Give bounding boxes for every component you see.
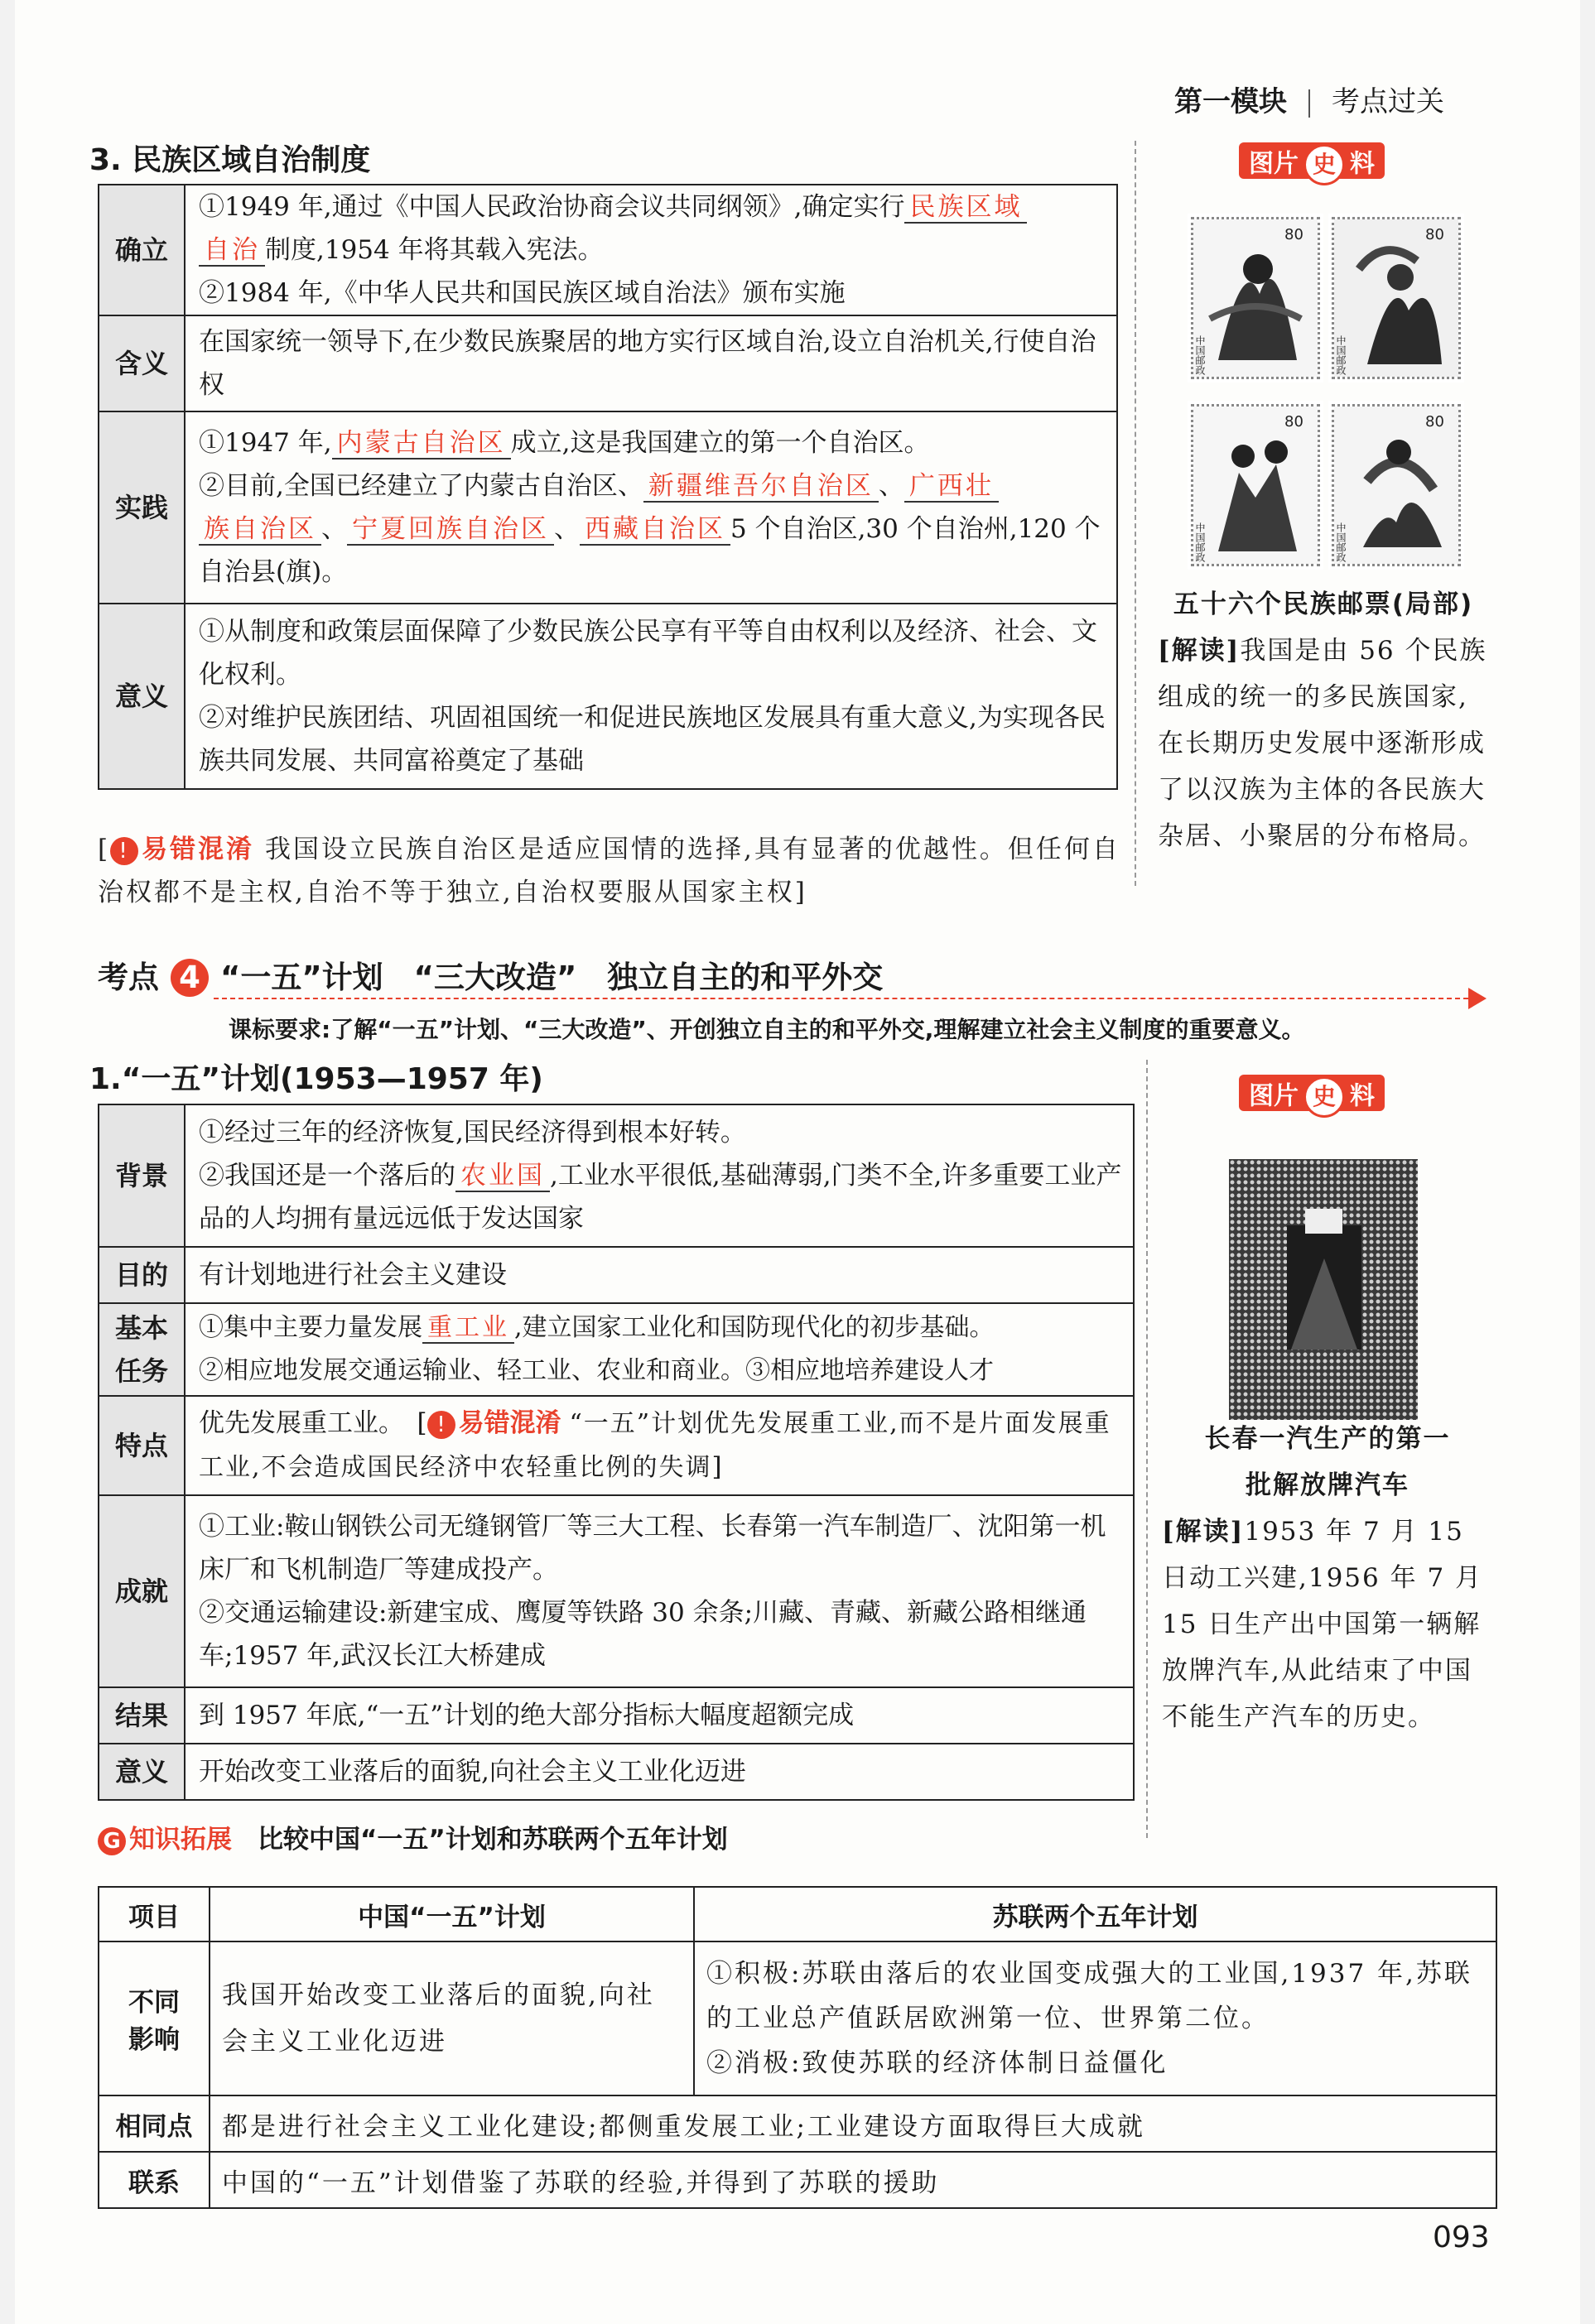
column-divider — [1146, 1060, 1148, 1838]
row-label: 相同点 — [99, 2095, 210, 2152]
row-content: 有计划地进行社会主义建设 — [185, 1247, 1134, 1303]
row-content: 到 1957 年底,“一五”计划的绝大部分指标大幅度超额完成 — [185, 1687, 1134, 1744]
row-content: ①经过三年的经济恢复,国民经济得到根本好转。 ②我国还是一个落后的 农业国 ,工业水平很低,基础薄弱,门类不全,许多重要工业产品的人均拥有量远远低于发达国家 — [185, 1104, 1134, 1247]
page-header — [1174, 79, 1444, 119]
five-year-plan-table — [98, 1104, 1135, 1801]
picture-source-badge: 图片 史 料 — [1239, 1075, 1385, 1111]
header-cell: 苏联两个五年计划 — [694, 1887, 1496, 1941]
link-cell: 中国的“一五”计划借鉴了苏联的经验,并得到了苏联的援助 — [210, 2152, 1496, 2208]
row-content: 开始改变工业落后的面貌,向社会主义工业化迈进 — [185, 1744, 1134, 1800]
sidebar1-text — [1158, 581, 1489, 859]
fill-blank: 新疆维吾尔自治区 — [643, 471, 879, 503]
photo-caption-1: 长春一汽生产的第一 — [1204, 1424, 1451, 1454]
row-content: ①从制度和政策层面保障了少数民族公民享有平等自由权利以及经济、社会、文化权利。 ②对维护民族团结、巩固祖国统一和促进民族地区发展具有重大意义,为实现各民族共同发展、共同富裕奠定了基础 — [185, 604, 1117, 789]
fill-blank: 内蒙古自治区 — [332, 428, 511, 460]
row-content: ①集中主要力量发展 重工业 ,建立国家工业化和国防现代化的初步基础。 ②相应地发展交通运输业、轻工业、农业和商业。③相应地培养建设人才 — [185, 1303, 1134, 1396]
fill-blank: 族自治区 — [199, 514, 321, 546]
svg-text:80: 80 — [1284, 413, 1303, 431]
extension-icon: G — [98, 1827, 126, 1855]
row-label: 成就 — [99, 1495, 185, 1687]
svg-text:中国邮政: 中国邮政 — [1335, 522, 1347, 562]
row-label: 背景 — [99, 1104, 185, 1247]
stamp-image — [1332, 404, 1461, 566]
interpretation: [解读]1953 年 7 月 15 日动工兴建,1956 年 7 月 15 日生产出中国第一辆解放牌汽车,从此结束了中国不能生产汽车的历史。 — [1162, 1517, 1483, 1732]
extension-heading: G 知识拓展 比较中国“一五”计划和苏联两个五年计划 — [98, 1818, 728, 1855]
svg-text:中国邮政: 中国邮政 — [1335, 335, 1347, 375]
row-label: 实践 — [99, 411, 185, 604]
row-label: 意义 — [99, 604, 185, 789]
svg-text:80: 80 — [1425, 413, 1444, 431]
row-content: 优先发展重工业。 [ ! 易错混淆 “一五”计划优先发展重工业,而不是片面发展重工业,不会造成国民经济中农轻重比例的失调] — [185, 1396, 1134, 1495]
ussr-cell: ①积极:苏联由落后的农业国变成强大的工业国,1937 年,苏联的工业总产值跃居欧洲第一位、世界第二位。 ②消极:致使苏联的经济体制日益僵化 — [694, 1941, 1496, 2095]
svg-text:中国邮政: 中国邮政 — [1194, 522, 1206, 562]
stamp-caption: 五十六个民族邮票(局部) — [1173, 589, 1474, 619]
warning-icon: ! — [427, 1411, 455, 1439]
row-label: 联系 — [99, 2152, 210, 2208]
row-content: ①1947 年, 内蒙古自治区 成立,这是我国建立的第一个自治区。 ②目前,全国已经建立了内蒙古自治区、 新疆维吾尔自治区 、 广西壮 族自治区 、 宁夏回族自治区 、 西藏自治区 5 个自治区,30 个自治州,120 个自治县(旗)。 — [185, 411, 1117, 604]
fill-blank: 农业国 — [455, 1161, 550, 1192]
row-label: 目的 — [99, 1247, 185, 1303]
fill-blank: 重工业 — [422, 1313, 514, 1344]
warning-icon: ! — [110, 837, 138, 865]
row-content: 在国家统一领导下,在少数民族聚居的地方实行区域自治,设立自治机关,行使自治权 — [185, 315, 1117, 411]
section-title: 考点过关 — [1332, 85, 1444, 118]
svg-text:中国邮政: 中国邮政 — [1194, 335, 1206, 375]
same-cell: 都是进行社会主义工业化建设;都侧重发展工业;工业建设方面取得巨大成就 — [210, 2095, 1496, 2152]
fill-blank: 广西壮 — [904, 471, 999, 503]
page-number: 093 — [1433, 2221, 1490, 2254]
page — [15, 0, 1580, 2324]
row-label: 意义 — [99, 1744, 185, 1800]
interpretation: [解读]我国是由 56 个民族组成的统一的多民族国家,在长期历史发展中逐渐形成了以汉族为主体的各民族大杂居、小聚居的分布格局。 — [1158, 636, 1487, 851]
fill-blank: 民族区域 — [904, 192, 1027, 224]
comparison-table — [98, 1886, 1497, 2209]
row-label: 确立 — [99, 185, 185, 315]
china-cell: 我国开始改变工业落后的面貌,向社会主义工业化迈进 — [210, 1941, 694, 2095]
row-label: 不同 影响 — [99, 1941, 210, 2095]
stamp-image — [1191, 217, 1320, 379]
svg-text:80: 80 — [1425, 226, 1444, 243]
curriculum-requirement: 课标要求:了解“一五”计划、“三大改造”、开创独立自主的和平外交,理解建立社会主义制度的重要意义。 — [229, 1016, 1305, 1043]
plan-title: 1.“一五”计划(1953—1957 年) — [89, 1062, 543, 1096]
header-cell: 项目 — [99, 1887, 210, 1941]
sidebar2-text — [1162, 1416, 1493, 1740]
row-label: 结果 — [99, 1687, 185, 1744]
section3-title: 3. 民族区域自治制度 — [89, 143, 371, 177]
autonomy-table — [98, 184, 1118, 790]
arrow-icon — [1468, 988, 1487, 1009]
photo-caption-2: 批解放牌汽车 — [1246, 1470, 1409, 1500]
heading-underline — [214, 998, 1477, 999]
svg-text:80: 80 — [1284, 226, 1303, 243]
module-title: 第一模块 — [1174, 85, 1287, 118]
row-content: ①1949 年,通过《中国人民政治协商会议共同纲领》,确定实行 民族区域 自治 制度,1954 年将其载入宪法。 ②1984 年,《中华人民共和国民族区域自治法》颁布实施 — [185, 185, 1117, 315]
fill-blank: 宁夏回族自治区 — [347, 514, 554, 546]
fill-blank: 西藏自治区 — [580, 514, 730, 546]
row-label: 含义 — [99, 315, 185, 411]
fill-blank: 自治 — [199, 235, 265, 267]
row-label: 基本 任务 — [99, 1303, 185, 1396]
picture-source-badge: 图片 史 料 — [1239, 142, 1385, 179]
row-label: 特点 — [99, 1396, 185, 1495]
truck-photo — [1229, 1159, 1418, 1420]
warning-note: [ ! 易错混淆 我国设立民族自治区是适应国情的选择,具有显著的优越性。但任何自治权都不是主权,自治不等于独立,自治权要服从国家主权] — [98, 835, 1120, 907]
row-content: ①工业:鞍山钢铁公司无缝钢管厂等三大工程、长春第一汽车制造厂、沈阳第一机床厂和飞机制造厂等建成投产。 ②交通运输建设:新建宝成、鹰厦等铁路 30 余条;川藏、青藏、新藏公路相继通车;1957 年,武汉长江大桥建成 — [185, 1495, 1134, 1687]
stamp-image — [1191, 404, 1320, 566]
column-divider — [1135, 141, 1136, 886]
header-divider — [1308, 89, 1310, 118]
kaodian-number: 4 — [171, 959, 209, 997]
stamp-image — [1332, 217, 1461, 379]
kaodian-heading: 考点 4 “一五”计划 “三大改造” 独立自主的和平外交 — [98, 960, 884, 995]
header-cell: 中国“一五”计划 — [210, 1887, 694, 1941]
